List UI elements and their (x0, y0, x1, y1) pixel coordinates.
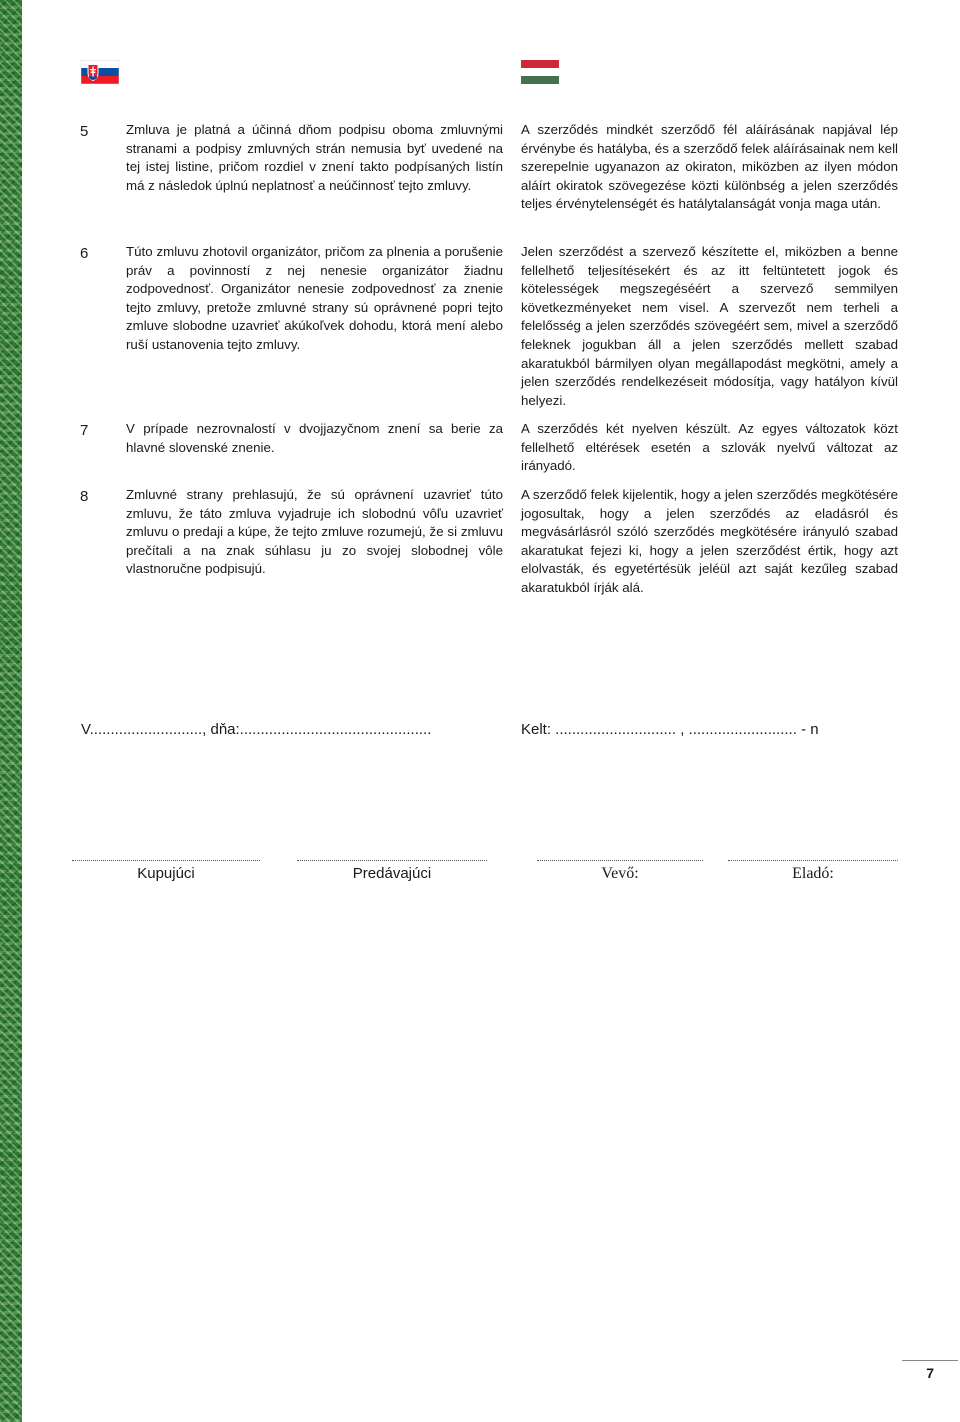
section-number: 8 (80, 488, 89, 505)
signature-line-buyer (72, 860, 260, 861)
section-text-slovak: V prípade nezrovnalostí v dvojjazyčnom znení sa berie za hlavné slovenské znenie. (126, 421, 503, 455)
section-number: 5 (80, 123, 89, 140)
signature-label-buyer: Kupujúci (137, 865, 195, 882)
section-text-hungarian: Jelen szerződést a szervező készítette el, miközben a benne fellelhető teljesítésekért és az itt feltüntetett jogok és kötelességek megszegéséért a szervező semmilyen következményeket nem visel. A szervezőt nem terheli a felelősség a jelen szerződés szövegéért sem, mivel a szerződő feleknek jogukban áll a jelen szerződés mellett szabad akaratukból bármilyen olyan megállapodást megkötni, amely a jelen szerződés rendelkezéseit módosítja, vagy hatályon kívül helyezi. (521, 244, 898, 408)
section-text-hungarian: A szerződő felek kijelentik, hogy a jelen szerződés megkötésére jogosultak, hogy a jelen szerződés az eladásról és megvásárlásról szóló szerződés megkötésére irányuló szabad akaratukat fejezi ki, hogy a jelen szerződést értik, hogy azt elolvasták, és egyetértésük jeléül azt saját kezűleg szabad akaratukból írják alá. (521, 487, 898, 595)
signature-label-seller: Predávajúci (352, 865, 432, 882)
signature-line-buyer-hu (537, 860, 703, 861)
section-text-slovak: Zmluva je platná a účinná dňom podpisu oboma zmluvnými stranami a podpisy zmluvných strán nemusia byť uvedené na tej istej listine, pričom rozdiel v znení takto podpísaných listín má z následok úplnú neplatnosť a neúčinnosť tejto zmluvy. (126, 122, 503, 193)
signature-line-seller-hu (728, 860, 898, 861)
section-text-slovak: Zmluvné strany prehlasujú, že sú oprávnení uzavrieť túto zmluvu, že táto zmluva vyjadruje ich slobodnú vôľu uzavrieť zmluvu o predaji a kúpe, že tejto zmluve rozumejú, že si zmluvu prečítali a na znak súhlasu ju zo svojej slobodnej vôle vlastnoručne podpisujú. (126, 487, 503, 577)
page-number: 7 (926, 1365, 934, 1381)
signature-line-seller (297, 860, 487, 861)
signature-label-seller-hu: Eladó: (792, 865, 834, 882)
section-number: 6 (80, 245, 89, 262)
date-place-field-hungarian: Kelt: ............................. , .......................... - n (521, 721, 819, 738)
section-text-slovak: Túto zmluvu zhotovil organizátor, pričom za plnenia a porušenie práv a povinností z nej nenesie organizátor žiadnu zodpovednosť. Organizátor nenesie zodpovednosť za znenie tejto zmluvy, pretože zmluvné strany sú oprávnené popri tejto zmluve slobodne uzavrieť akúkoľvek dohodu, ktorá mení alebo ruší ustanovenia tejto zmluvy. (126, 244, 503, 352)
slovak-flag-icon (81, 60, 119, 84)
section-text-hungarian: A szerződés mindkét szerződő fél aláírásának napjával lép érvénybe és hatályba, és a szerződő felek aláírásainak nem kell szerepelnie ugyanazon az okiraton, miközben az ilyen módon aláírt okiratok szövegezése közti különbség a jelen szerződés teljes érvénytelenségét és hatálytalanságát vonja maga után. (521, 122, 898, 212)
date-place-field-slovak: V..........................., dňa:.............................................. (81, 721, 432, 738)
hungarian-flag-icon (521, 60, 559, 84)
section-text-hungarian: A szerződés két nyelven készült. Az egyes változatok közt fellelhető eltérések esetén a szlovák nyelvű változat az irányadó. (521, 421, 898, 474)
section-number: 7 (80, 422, 89, 439)
decorative-border (0, 0, 22, 1422)
page-number-rule (902, 1360, 958, 1361)
signature-label-buyer-hu: Vevő: (601, 865, 639, 882)
